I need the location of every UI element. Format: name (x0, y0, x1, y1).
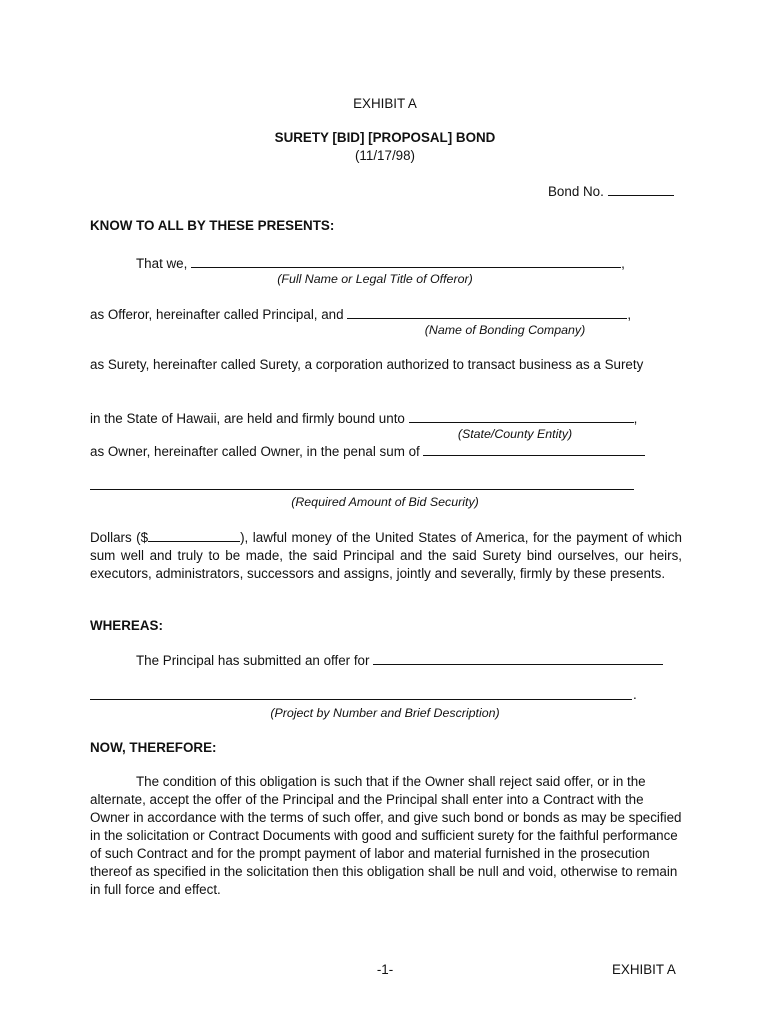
period: . (633, 687, 637, 702)
now-therefore-heading: NOW, THEREFORE: (90, 740, 217, 755)
state-entity-caption: (State/County Entity) (457, 427, 573, 441)
amount-blank[interactable] (90, 489, 634, 490)
surety-paragraph: as Surety, hereinafter called Surety, a corporation authorized to transact business as a Surety (90, 357, 644, 372)
offeror-name-blank[interactable] (191, 254, 621, 268)
offer-label: The Principal has submitted an offer for (136, 653, 370, 668)
that-we-label: That we, (136, 256, 188, 271)
bond-number-label: Bond No. (548, 184, 604, 199)
comma: , (633, 411, 638, 426)
bond-number (548, 182, 674, 201)
bonding-company-caption: (Name of Bonding Company) (424, 323, 586, 337)
project-blank[interactable] (90, 699, 632, 700)
condition-paragraph: The condition of this obligation is such that if the Owner shall reject said offer, or in the alternate, accept the offer of the Principal and the Principal shall enter into a Contract with the Owner in accordance with the terms of such offer, and give such bond or bonds as may be specified in the solicitation or Contract Documents with good and sufficient surety for the faithful performance of such Contract and for the prompt payment of labor and material furnished in the prosecution thereof as specified in the solicitation then this obligation shall be null and void, otherwise to remain in full force and effect. (90, 774, 682, 897)
bonding-company-blank[interactable] (347, 305, 627, 319)
state-label: in the State of Hawaii, are held and firmly bound unto (90, 411, 405, 426)
dollars-blank[interactable] (148, 528, 240, 542)
comma: , (627, 307, 632, 322)
owner-label: as Owner, hereinafter called Owner, in the penal sum of (90, 444, 420, 459)
exhibit-label: EXHIBIT A (353, 96, 417, 111)
dollars-paragraph (90, 528, 682, 583)
offeror-label: as Offeror, hereinafter called Principal, and (90, 307, 344, 322)
penal-sum-blank[interactable] (423, 442, 645, 456)
dollars-label: Dollars ($ (90, 530, 149, 545)
state-entity-blank[interactable] (409, 409, 634, 423)
footer-exhibit-label: EXHIBIT A (612, 962, 676, 977)
whereas-heading: WHEREAS: (90, 618, 163, 633)
project-caption: (Project by Number and Brief Description) (270, 706, 500, 720)
offer-line (136, 651, 663, 670)
penal-sum-line (90, 442, 645, 461)
amount-caption: (Required Amount of Bid Security) (291, 495, 479, 509)
document-date: (11/17/98) (354, 148, 416, 163)
comma: , (621, 256, 625, 271)
know-all-heading: KNOW TO ALL BY THESE PRESENTS: (90, 218, 335, 233)
bond-number-blank[interactable] (608, 182, 674, 196)
page-number: -1- (376, 962, 394, 977)
offer-blank[interactable] (373, 651, 663, 665)
offeror-name-caption: (Full Name or Legal Title of Offeror) (277, 272, 473, 286)
dollars-text: ), lawful money of the United States of America, for the payment of which sum well and truly to be made, the said Principal and the said Surety bind ourselves, our heirs, executors, administrators, successors and assigns, jointly and severally, firmly by these presents. (90, 530, 683, 581)
document-title: SURETY [BID] [PROPOSAL] BOND (274, 130, 496, 145)
